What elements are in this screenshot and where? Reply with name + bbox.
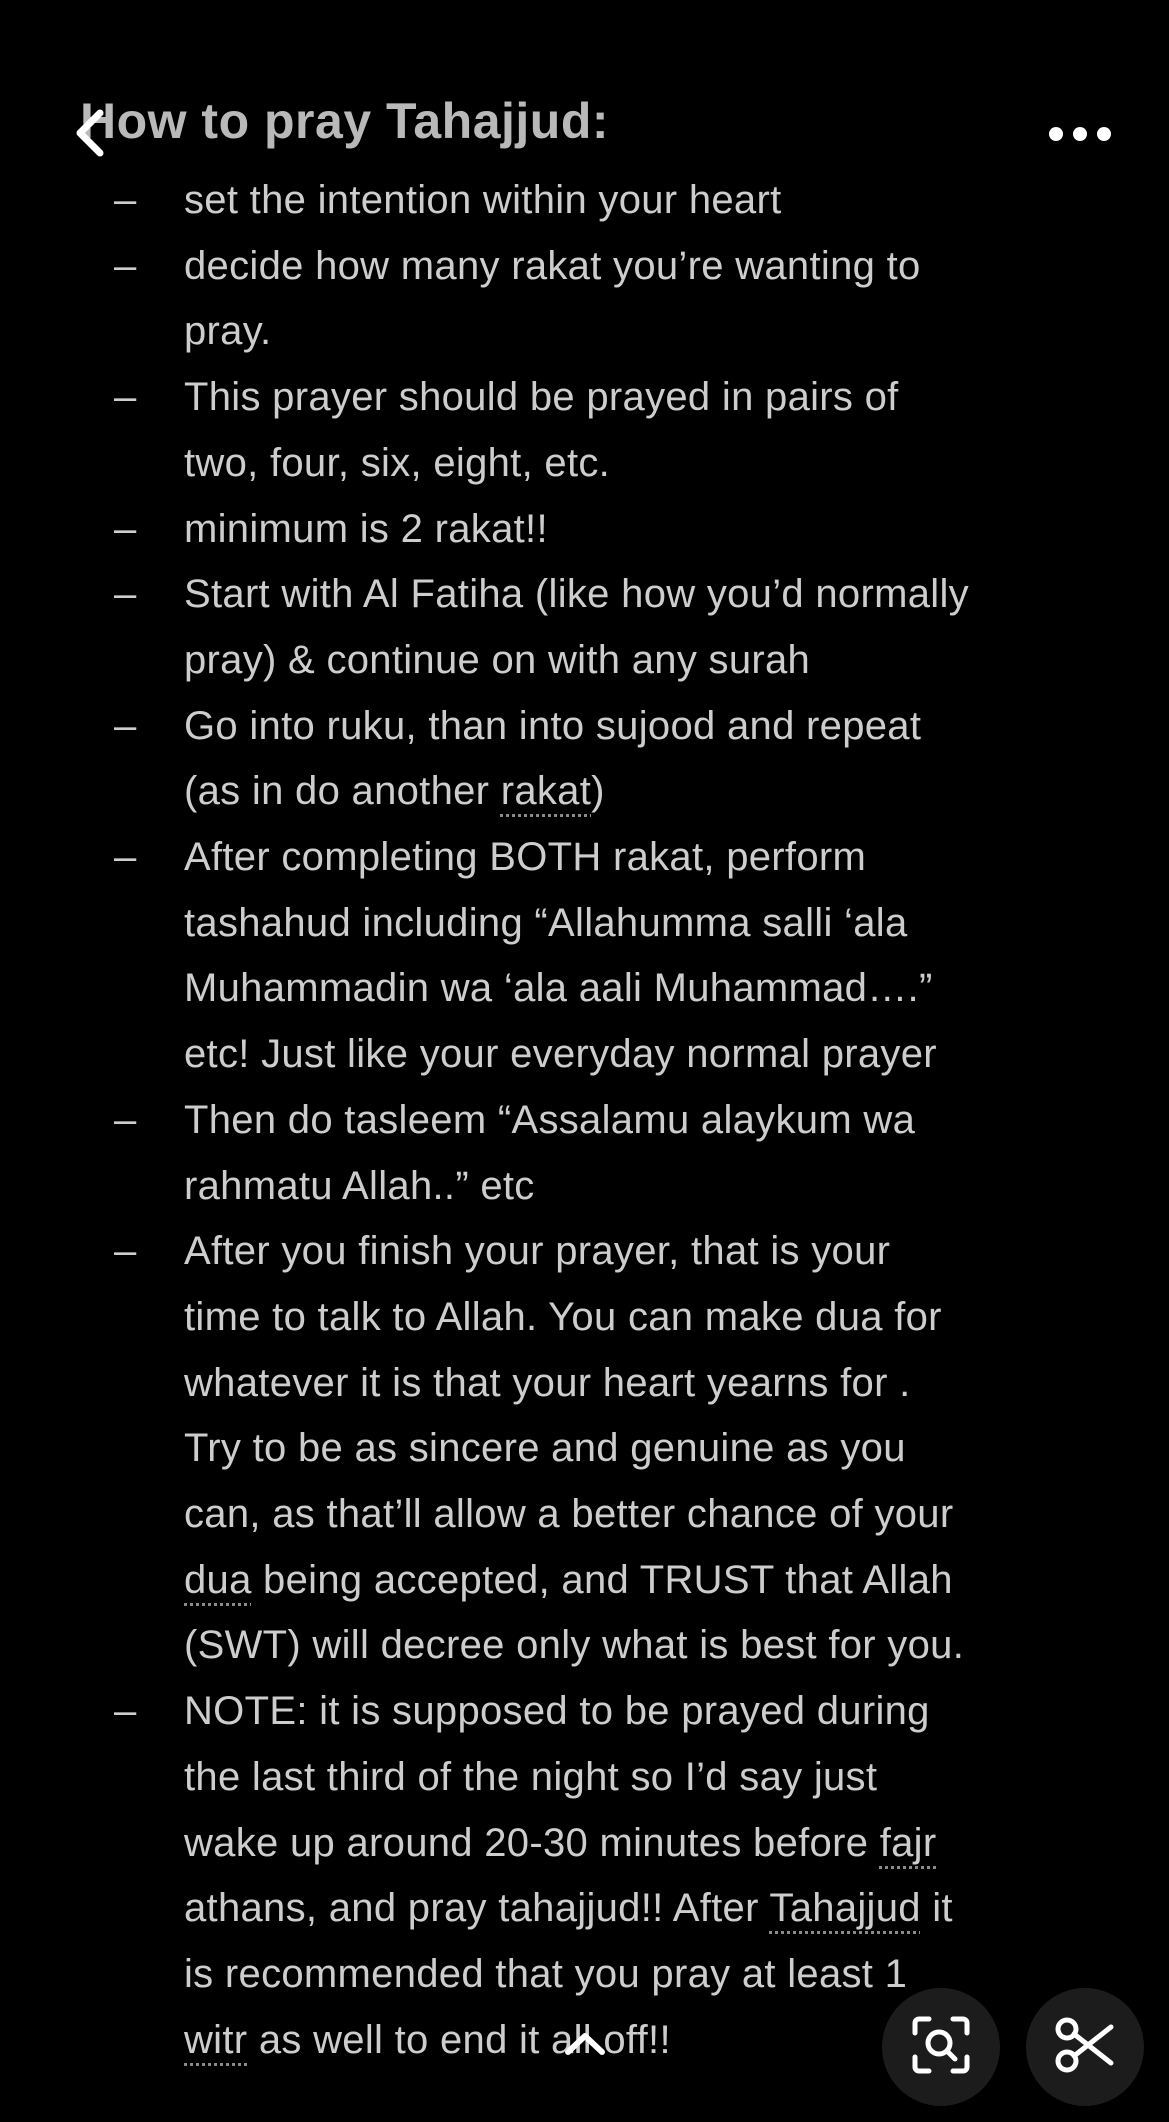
- list-item-line: pray.: [184, 309, 272, 354]
- list-item: [0, 562, 1169, 693]
- spellcheck-underlined-word: rakat: [500, 769, 592, 814]
- list-item-line: tashahud including “Allahumma salli ‘ala: [184, 900, 908, 945]
- spellcheck-underlined-word: Tahajjud: [769, 1886, 921, 1931]
- list-bullet: –: [114, 375, 137, 420]
- page-title: How to pray Tahajjud:: [80, 93, 610, 149]
- list-bullet: –: [114, 243, 137, 288]
- list-item-line: dua being accepted, and TRUST that Allah: [184, 1557, 953, 1602]
- list-bullet: –: [114, 572, 137, 617]
- list-item-line: rahmatu Allah..” etc: [184, 1163, 535, 1208]
- visual-search-icon: [909, 2013, 973, 2082]
- spellcheck-underlined-word: dua: [184, 1557, 252, 1602]
- list-item: [0, 825, 1169, 1088]
- list-item-line: wake up around 20-30 minutes before fajr: [184, 1820, 937, 1865]
- list-item: [0, 1679, 1169, 2073]
- list-item: [0, 168, 1169, 234]
- chevron-left-icon: [72, 107, 108, 164]
- list-item-line: This prayer should be prayed in pairs of: [184, 375, 899, 420]
- list-item-line: After completing BOTH rakat, perform: [184, 835, 867, 880]
- list-item-line: (SWT) will decree only what is best for you.: [184, 1623, 965, 1668]
- list-bullet: –: [114, 178, 137, 222]
- list-item-line: etc! Just like your everyday normal prayer: [184, 1032, 937, 1077]
- chevron-up-icon: [560, 2045, 610, 2062]
- list-bullet: –: [114, 835, 137, 880]
- scissors-button[interactable]: [1026, 1988, 1144, 2106]
- list-item: [0, 234, 1169, 365]
- list-bullet: –: [114, 703, 137, 748]
- instructions-list: [0, 168, 1169, 2073]
- list-item-line: minimum is 2 rakat!!: [184, 506, 548, 551]
- list-item: [0, 365, 1169, 496]
- list-item-line: Start with Al Fatiha (like how you’d normally: [184, 572, 969, 617]
- list-item-line: Muhammadin wa ‘ala aali Muhammad….”: [184, 966, 933, 1011]
- list-item-line: athans, and pray tahajjud!! After Tahajjud it: [184, 1886, 953, 1931]
- list-item-line: Go into ruku, than into sujood and repeat: [184, 703, 922, 748]
- list-item-line: time to talk to Allah. You can make dua for: [184, 1294, 942, 1339]
- list-item-line: decide how many rakat you’re wanting to: [184, 243, 921, 288]
- list-item: [0, 1088, 1169, 1219]
- spellcheck-underlined-word: witr: [184, 2017, 248, 2062]
- list-item-line: can, as that’ll allow a better chance of your: [184, 1492, 954, 1537]
- list-item-line: two, four, six, eight, etc.: [184, 440, 611, 485]
- list-item-line: pray) & continue on with any surah: [184, 637, 811, 682]
- back-button[interactable]: [60, 100, 120, 170]
- spellcheck-underlined-word: fajr: [879, 1820, 937, 1865]
- list-item: [0, 694, 1169, 825]
- list-item-line: set the intention within your heart: [184, 178, 782, 222]
- list-item-line: whatever it is that your heart yearns for .: [184, 1360, 911, 1405]
- list-item-line: After you finish your prayer, that is your: [184, 1229, 891, 1274]
- list-item-line: witr as well to end it all off!!: [184, 2017, 671, 2062]
- scissors-icon: [1053, 2013, 1117, 2082]
- list-bullet: –: [114, 506, 137, 551]
- visual-search-button[interactable]: [882, 1988, 1000, 2106]
- list-item-line: Try to be as sincere and genuine as you: [184, 1426, 906, 1471]
- more-options-button[interactable]: [1040, 108, 1120, 164]
- more-horizontal-icon: [1048, 126, 1112, 147]
- list-item-line: the last third of the night so I’d say just: [184, 1754, 878, 1799]
- list-item-line: NOTE: it is supposed to be prayed during: [184, 1689, 930, 1734]
- list-bullet: –: [114, 1689, 137, 1734]
- list-item-line: Then do tasleem “Assalamu alaykum wa: [184, 1097, 916, 1142]
- list-item-line: is recommended that you pray at least 1: [184, 1951, 908, 1996]
- list-item: [0, 497, 1169, 563]
- list-item: [0, 1219, 1169, 1679]
- list-bullet: –: [114, 1229, 137, 1274]
- expand-button[interactable]: [560, 2028, 610, 2058]
- list-item-line: (as in do another rakat): [184, 769, 605, 814]
- list-bullet: –: [114, 1097, 137, 1142]
